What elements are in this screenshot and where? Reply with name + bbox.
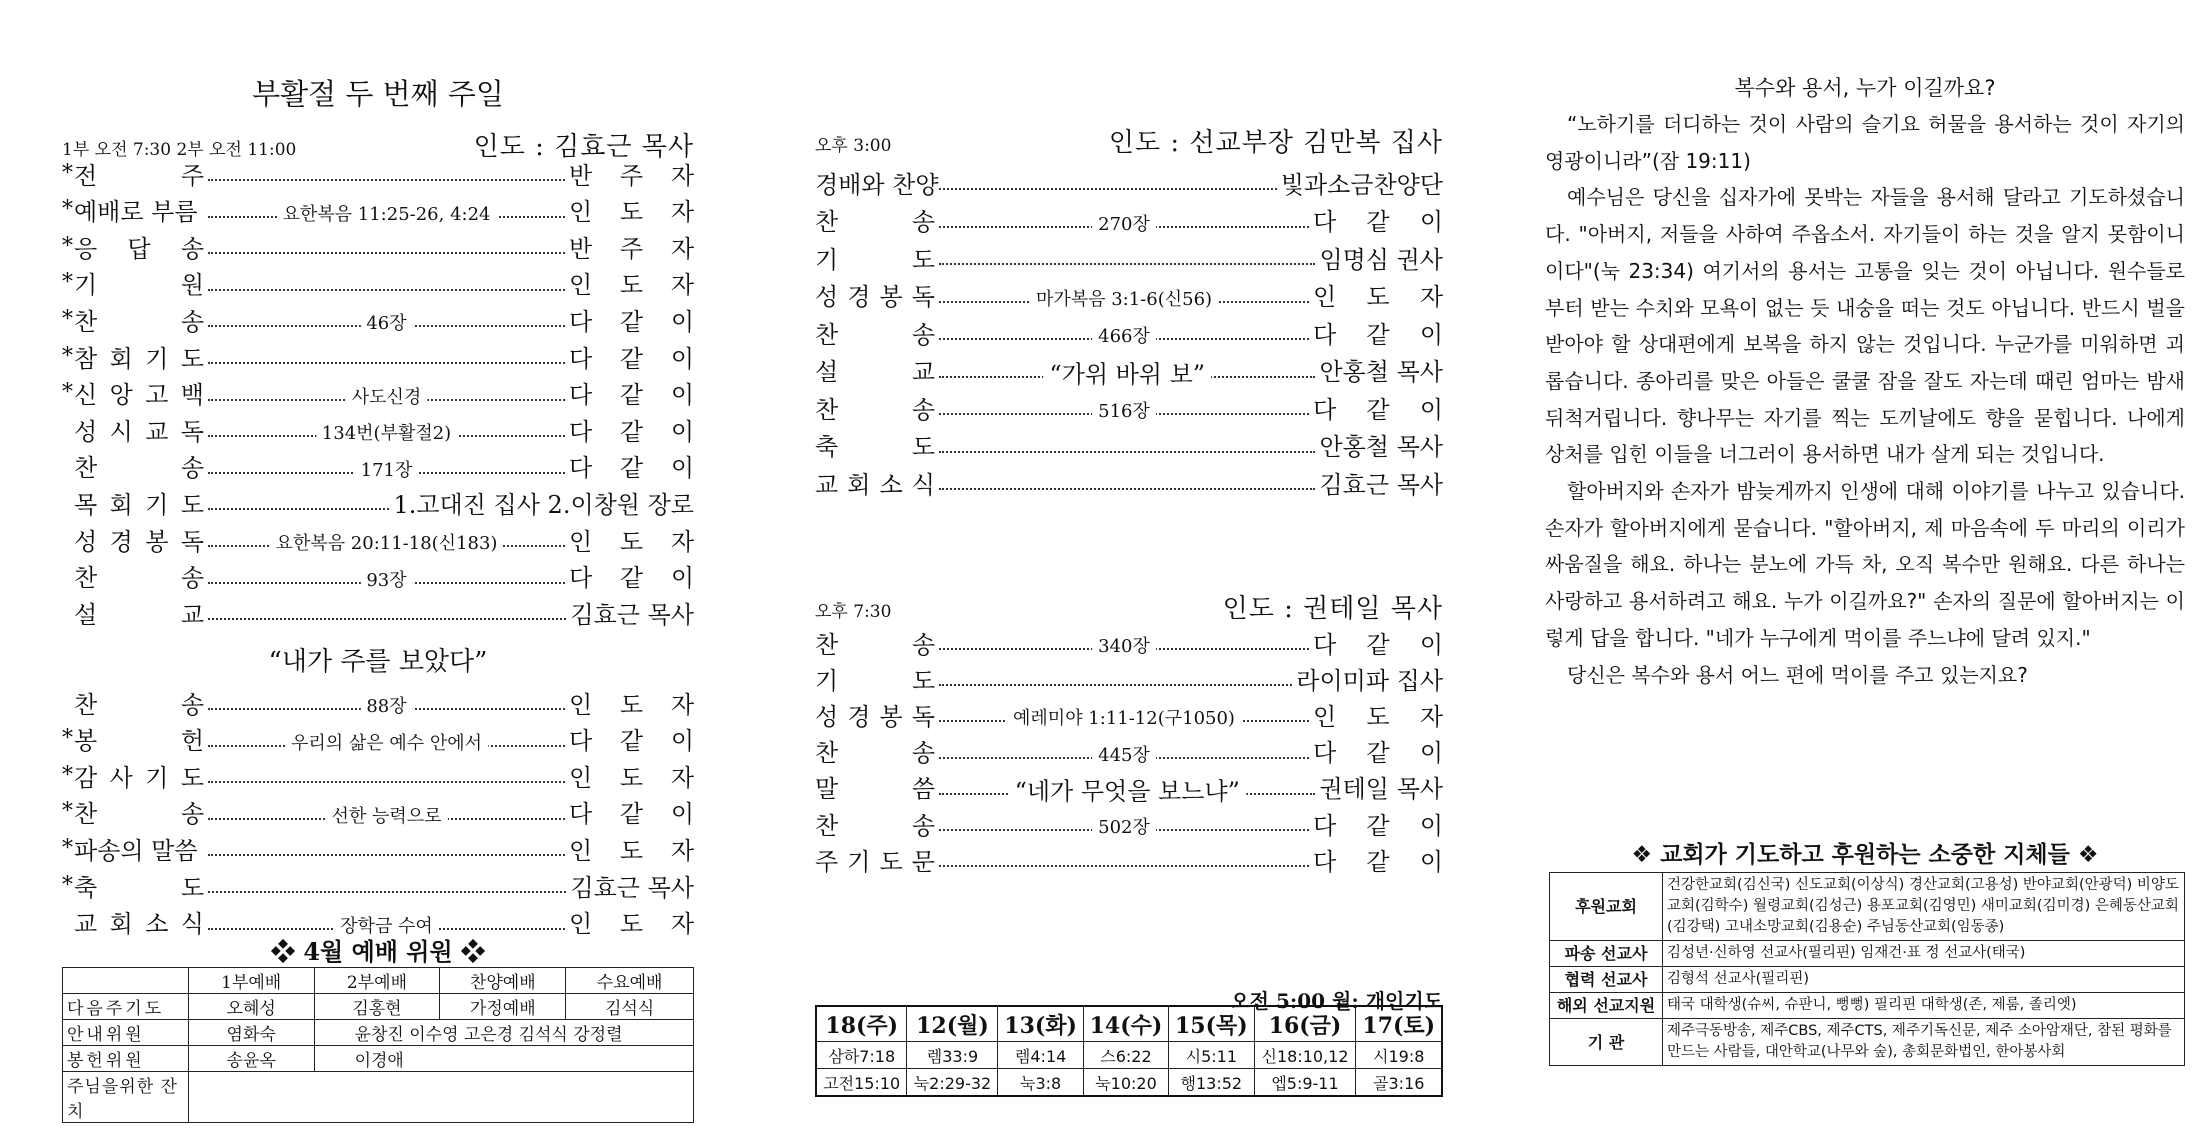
order-item-detail: 466장 [1092, 322, 1156, 348]
order-item-role: 다 같 이 [569, 564, 694, 593]
dotted-leader [208, 459, 565, 481]
dotted-leader [939, 400, 1309, 422]
schedule-reading: 신18:10,12 [1254, 1042, 1356, 1069]
order-row [62, 338, 694, 374]
order-item-role: 김효근 목사 [570, 600, 694, 629]
order-row [62, 594, 694, 630]
order-item-name: 봉 헌 [74, 727, 204, 756]
schedule-day: 14(수) [1083, 1006, 1168, 1042]
service-times: 1부 오전 7:30 2부 오전 11:00 [62, 140, 297, 160]
dotted-leader [208, 386, 565, 408]
dotted-leader [208, 179, 565, 181]
order-row [62, 521, 694, 557]
dotted-leader [208, 289, 565, 291]
dotted-leader [939, 488, 1315, 490]
stand-marker: * [62, 835, 73, 861]
order-item-name: 응 답 송 [74, 234, 204, 263]
duty-cell: 봉헌위원 [63, 1046, 189, 1072]
order-row [815, 277, 1443, 313]
dotted-leader [939, 263, 1315, 265]
schedule-day: 17(토) [1356, 1006, 1442, 1042]
order-item-detail: 445장 [1092, 740, 1156, 766]
order-item-role: 권테일 목사 [1319, 775, 1443, 804]
dotted-leader [208, 618, 566, 620]
stand-marker: * [62, 726, 73, 752]
pm3-leader: 인도 : 선교부장 김만복 집사 [1108, 128, 1443, 158]
order-item-detail: 46장 [360, 309, 412, 335]
duty-table [62, 967, 694, 1123]
order-item-name: 파송의 말씀 [74, 836, 198, 865]
order-item-detail: 93장 [360, 565, 412, 591]
order-item-detail: 예레미야 1:11-12(구1050) [1007, 704, 1241, 730]
order-row [815, 239, 1443, 275]
order-row [815, 352, 1443, 388]
order-row [815, 164, 1443, 200]
schedule-day: 12(월) [907, 1006, 998, 1042]
article-paragraph: “노하기를 더디하는 것이 사람의 슬기요 허물을 용서하는 것이 자기의 영광이니라”(잠 19:11) [1545, 112, 2185, 173]
dotted-leader [208, 569, 565, 591]
order-item-detail: 마가복음 3:1-6(신56) [1030, 284, 1218, 310]
dotted-leader [939, 744, 1309, 766]
dotted-leader [939, 325, 1309, 347]
order-item-name: 성 경 봉 독 [815, 702, 935, 731]
order-row [815, 805, 1443, 841]
order-row [815, 624, 1443, 660]
order-item-role: 다 같 이 [569, 381, 694, 410]
order-item-name: 찬 송 [815, 630, 935, 659]
dotted-leader [208, 532, 565, 554]
order-item-detail: “네가 무엇을 보느냐” [1009, 771, 1246, 806]
order-row [62, 411, 694, 447]
order-item-role: 인 도 자 [569, 271, 694, 300]
order-item-detail: “가위 바위 보” [1043, 354, 1211, 389]
dotted-leader [208, 915, 565, 937]
pm7-time: 오후 7:30 [815, 602, 892, 622]
order-item-detail: 우리의 삶은 예수 안에서 [285, 728, 488, 754]
duty-cell: 이경애 [314, 1046, 693, 1072]
support-detail: 김성년·신하영 선교사(필리핀) 임재건·표 정 선교사(태국) [1663, 941, 2185, 967]
support-category: 협력 선교사 [1550, 967, 1663, 993]
order-row [62, 155, 694, 191]
order-item-role: 임명심 권사 [1319, 245, 1443, 274]
schedule-reading: 엡5:9-11 [1254, 1069, 1356, 1097]
dotted-leader [208, 508, 389, 510]
order-item-name: 찬 송 [815, 739, 935, 768]
order-row [62, 867, 694, 903]
dotted-leader [939, 635, 1309, 657]
order-item-name: 예배로 부름 [74, 198, 198, 227]
stand-marker: * [62, 799, 73, 825]
support-row [1550, 967, 2185, 993]
order-item-role: 안홍철 목사 [1319, 433, 1443, 461]
support-detail: 태국 대학생(슈씨, 슈판니, 뻥뻥) 필리핀 대학생(존, 제룸, 졸리엣) [1663, 993, 2185, 1019]
order-item-name: 기 도 [815, 666, 935, 695]
stand-marker: * [62, 872, 73, 898]
article-paragraph: 예수님은 당신을 십자가에 못박는 자들을 용서해 달라고 기도하셨습니다. "아버지, 저들을 사하여 주옵소서. 자기들이 하는 것을 알지 못함이니이다"(눅 23:34) 여기서의 용서는 고통을 잊는 것이 아닙니다. 원수들로부터 받는 수치와 모욕이 없는 듯 내숭을 떠는 것도 아닙니다. 반드시 벌을 받아야 할 상대편에게 보복을 하지 않는 것입니다. 누군가를 미워하면 괴롭습니다. 종아리를 맞은 아들은 쿨쿨 잠을 잘도 자는데 때린 엄마는 밤새 뒤척거립니다. 향나무는 자기를 찍는 도끼날에도 향을 묻힙니다. 나에게 상처를 입힌 이들을 너그러이 용서하면 내가 살게 되는 것입니다. [1545, 185, 2186, 467]
order-row [62, 192, 694, 228]
dotted-leader [208, 423, 565, 445]
order-item-role: 빛과소금찬양단 [1280, 170, 1443, 199]
duty-cell: 염화숙 [188, 1020, 314, 1046]
order-item-role: 다 같 이 [1313, 320, 1443, 349]
service-leader: 인도 : 김효근 목사 [473, 132, 694, 162]
order-item-role: 다 같 이 [1313, 395, 1443, 424]
schedule-reading: 시5:11 [1169, 1042, 1254, 1069]
order-row [62, 375, 694, 411]
order-item-name: 목 회 기 도 [74, 490, 204, 519]
order-item-name: 기 도 [815, 245, 935, 274]
bulletin-title: 부활절 두 번째 주일 [252, 77, 504, 111]
order-row [62, 265, 694, 301]
schedule-reading: 골3:16 [1356, 1069, 1442, 1097]
order-row [62, 721, 694, 757]
duty-cell: 김석식 [566, 994, 694, 1020]
schedule-reading: 눅2:29-32 [907, 1069, 998, 1097]
order-row [62, 830, 694, 866]
order-item-detail: 요한복음 20:11-18(신183) [270, 529, 504, 555]
order-row [815, 733, 1443, 769]
order-item-role: 다 같 이 [569, 307, 694, 336]
duty-column-header: 찬양예배 [440, 968, 566, 994]
order-item-name: 찬 송 [74, 800, 204, 829]
order-row [815, 769, 1443, 805]
support-table [1549, 872, 2185, 1066]
order-item-role: 라이미파 집사 [1296, 666, 1443, 695]
schedule-day: 16(금) [1254, 1006, 1356, 1042]
order-item-role: 인 도 자 [569, 910, 694, 939]
schedule-reading: 삼하7:18 [816, 1042, 907, 1069]
support-category: 기 관 [1550, 1019, 1663, 1066]
support-row [1550, 993, 2185, 1019]
sermon-title: “내가 주를 보았다” [268, 647, 488, 677]
duty-row [63, 1072, 694, 1123]
duty-title: ❖ 4월 예배 위원 ❖ [270, 937, 486, 966]
stand-marker: * [62, 270, 73, 296]
dotted-leader [939, 188, 1277, 190]
duty-row [63, 994, 694, 1020]
order-item-detail: 선한 능력으로 [325, 802, 447, 828]
order-item-detail: 사도신경 [346, 382, 428, 408]
order-row [62, 684, 694, 720]
order-item-name: 찬 송 [74, 564, 204, 593]
schedule-day: 15(목) [1169, 1006, 1254, 1042]
order-item-role: 다 같 이 [1313, 208, 1443, 236]
stand-marker: * [62, 306, 73, 332]
stand-marker: * [62, 160, 73, 186]
order-item-role: 다 같 이 [1313, 739, 1443, 768]
stand-marker: * [62, 197, 73, 223]
dotted-leader [208, 362, 565, 364]
article-paragraph: 할아버지와 손자가 밤늦게까지 인생에 대해 이야기를 나누고 있습니다. 손자가 할아버지에게 묻습니다. "할아버지, 제 마음속에 두 마리의 이리가 싸움질을 해요. 하나는 분노에 가득 차, 오직 복수만 원해요. 다른 하나는 사랑하고 용서하려고 해요. 누가 이길까요?" 손자의 질문에 할아버지는 이렇게 답을 합니다. "네가 누구에게 먹이를 주느냐에 달려 있지." [1545, 479, 2185, 650]
order-item-name: 찬 송 [74, 307, 204, 336]
order-item-role: 인 도 자 [569, 836, 694, 865]
dotted-leader [939, 777, 1315, 806]
order-item-role: 인 도 자 [1313, 283, 1443, 311]
support-row [1550, 873, 2185, 941]
order-item-detail: 270장 [1092, 209, 1156, 235]
order-item-detail: 516장 [1092, 397, 1156, 423]
schedule-reading: 렘4:14 [998, 1042, 1083, 1069]
duty-row [63, 1046, 694, 1072]
order-row [815, 389, 1443, 425]
order-item-detail: 171장 [355, 456, 419, 482]
order-item-name: 감 사 기 도 [74, 763, 204, 792]
order-item-role: 인 도 자 [569, 690, 694, 719]
dotted-leader [939, 359, 1315, 388]
order-item-name: 기 원 [74, 271, 204, 300]
order-item-name: 찬 송 [74, 690, 204, 719]
duty-header-row [63, 968, 694, 994]
schedule-day: 18(주) [816, 1006, 907, 1042]
order-item-name: 찬 송 [74, 454, 204, 483]
dotted-leader [939, 684, 1292, 686]
support-category: 파송 선교사 [1550, 941, 1663, 967]
schedule-day: 13(화) [998, 1006, 1083, 1042]
dotted-leader [208, 781, 565, 783]
order-item-detail: 340장 [1092, 632, 1156, 658]
order-item-name: 신 앙 고 백 [74, 381, 204, 410]
order-item-name: 성 시 교 독 [74, 417, 204, 446]
duty-column-header [63, 968, 189, 994]
dotted-leader [208, 732, 565, 754]
order-item-role: 인 도 자 [569, 527, 694, 556]
duty-column-header: 수요예배 [566, 968, 694, 994]
order-item-role: 김효근 목사 [1319, 470, 1443, 499]
order-item-detail: 요한복음 11:25-26, 4:24 [277, 199, 497, 225]
pm7-header [815, 588, 1443, 625]
dawn-prayer-note: 오전 5:00 월: 개인기도 [1230, 989, 1443, 1013]
stand-marker: * [62, 762, 73, 788]
support-detail: 김형석 선교사(필리핀) [1663, 967, 2185, 993]
duty-cell: 윤창진 이수영 고은경 김석식 강정렬 [314, 1020, 693, 1046]
dotted-leader [208, 854, 565, 856]
bible-reading-schedule [815, 1005, 1443, 1097]
dotted-leader [939, 865, 1309, 867]
duty-cell: 김홍현 [314, 994, 440, 1020]
order-item-role: 1.고대진 집사 2.이창원 장로 [393, 490, 694, 519]
order-item-detail: 88장 [360, 692, 412, 718]
order-item-name: 성 경 봉 독 [74, 527, 204, 556]
pm3-time: 오후 3:00 [815, 136, 892, 156]
order-item-name: 축 도 [74, 873, 204, 902]
support-detail: 건강한교회(김신국) 신도교회(이상식) 경산교회(고용성) 반야교회(안광덕) 비양도교회(김학수) 월령교회(김성근) 용포교회(김영민) 새미교회(김미경) 은혜동산교회(김강택) 고내소망교회(김용순) 주님동산교회(임동종) [1663, 873, 2185, 941]
schedule-reading: 시19:8 [1356, 1042, 1442, 1069]
pm3-header [815, 122, 1443, 159]
order-item-role: 안홍철 목사 [1319, 358, 1443, 386]
order-item-name: 성 경 봉 독 [815, 283, 935, 311]
duty-column-header: 2부예배 [314, 968, 440, 994]
article-body [1545, 106, 2185, 693]
duty-column-header: 1부예배 [188, 968, 314, 994]
order-row [815, 314, 1443, 350]
dotted-leader [208, 252, 565, 254]
duty-row [63, 1020, 694, 1046]
order-row [815, 464, 1443, 500]
order-row [62, 757, 694, 793]
article-title: 복수와 용서, 누가 이길까요? [1734, 76, 1996, 100]
order-item-role: 반 주 자 [569, 234, 694, 263]
order-item-role: 인 도 자 [569, 198, 694, 227]
dotted-leader [939, 213, 1309, 235]
order-item-role: 다 같 이 [569, 454, 694, 483]
order-row [815, 841, 1443, 877]
order-row [62, 228, 694, 264]
order-row [815, 202, 1443, 238]
dotted-leader [208, 695, 565, 717]
order-item-name: 찬 송 [815, 395, 935, 424]
order-item-role: 반 주 자 [569, 161, 694, 190]
order-row [62, 484, 694, 520]
order-item-name: 찬 송 [815, 208, 935, 236]
order-row [62, 448, 694, 484]
schedule-reading: 스6:22 [1083, 1042, 1168, 1069]
order-row [815, 696, 1443, 732]
order-item-role: 다 같 이 [1313, 811, 1443, 840]
order-row [62, 794, 694, 830]
order-item-name: 설 교 [74, 600, 204, 629]
order-item-name: 교 회 소 식 [815, 470, 935, 499]
support-title: ❖ 교회가 기도하고 후원하는 소중한 지체들 ❖ [1631, 842, 2099, 868]
stand-marker: * [62, 380, 73, 406]
order-row [815, 660, 1443, 696]
duty-cell: 안내위원 [63, 1020, 189, 1046]
order-item-role: 다 같 이 [1313, 630, 1443, 659]
dotted-leader [939, 288, 1309, 310]
order-item-name: 경배와 찬양 [815, 170, 939, 199]
order-item-role: 다 같 이 [569, 800, 694, 829]
dotted-leader [208, 313, 565, 335]
duty-cell: 송윤옥 [188, 1046, 314, 1072]
order-item-role: 인 도 자 [1313, 702, 1443, 731]
order-item-name: 설 교 [815, 358, 935, 386]
dotted-leader [939, 451, 1315, 453]
order-item-detail: 장학금 수여 [334, 911, 439, 937]
pm7-leader: 인도 : 권테일 목사 [1222, 594, 1443, 624]
order-item-name: 축 도 [815, 433, 935, 461]
stand-marker: * [62, 233, 73, 259]
dotted-leader [208, 805, 565, 827]
duty-cell: 가정예배 [440, 994, 566, 1020]
order-item-name: 전 주 [74, 161, 204, 190]
support-detail: 제주극동방송, 제주CBS, 제주CTS, 제주기독신문, 제주 소아암재단, 참된 평화를 만드는 사람들, 대안학교(나무와 숲), 총회문화법인, 한아봉사회 [1663, 1019, 2185, 1066]
duty-cell: 다음주기도 [63, 994, 189, 1020]
support-category: 해외 선교지원 [1550, 993, 1663, 1019]
stand-marker: * [62, 343, 73, 369]
duty-cell: 오혜성 [188, 994, 314, 1020]
order-item-role: 인 도 자 [569, 763, 694, 792]
dotted-leader [208, 203, 565, 225]
schedule-reading: 눅3:8 [998, 1069, 1083, 1097]
order-row [62, 558, 694, 594]
dotted-leader [939, 816, 1309, 838]
order-item-role: 다 같 이 [569, 417, 694, 446]
article-paragraph: 당신은 복수와 용서 어느 편에 먹이를 주고 있는지요? [1567, 662, 2028, 687]
dotted-leader [208, 891, 566, 893]
dotted-leader [939, 708, 1309, 730]
duty-cell: 주님을위한 잔치 [63, 1072, 189, 1123]
order-item-name: 말 씀 [815, 775, 935, 804]
order-row [62, 301, 694, 337]
schedule-reading: 렘33:9 [907, 1042, 998, 1069]
support-category: 후원교회 [1550, 873, 1663, 941]
order-row [815, 427, 1443, 463]
order-item-detail: 134번(부활절2) [316, 419, 457, 445]
support-row [1550, 1019, 2185, 1066]
duty-cell [188, 1072, 693, 1123]
schedule-reading: 행13:52 [1169, 1069, 1254, 1097]
order-item-name: 주 기 도 문 [815, 847, 935, 876]
order-item-role: 다 같 이 [569, 344, 694, 373]
schedule-reading: 고전15:10 [816, 1069, 907, 1097]
order-item-name: 교 회 소 식 [74, 910, 204, 939]
order-item-detail: 502장 [1092, 813, 1156, 839]
order-item-name: 참 회 기 도 [74, 344, 204, 373]
order-item-role: 김효근 목사 [570, 873, 694, 902]
order-item-role: 다 같 이 [1313, 847, 1443, 876]
order-item-name: 찬 송 [815, 811, 935, 840]
support-row [1550, 941, 2185, 967]
order-item-name: 찬 송 [815, 320, 935, 349]
schedule-reading: 눅10:20 [1083, 1069, 1168, 1097]
order-item-role: 다 같 이 [569, 727, 694, 756]
